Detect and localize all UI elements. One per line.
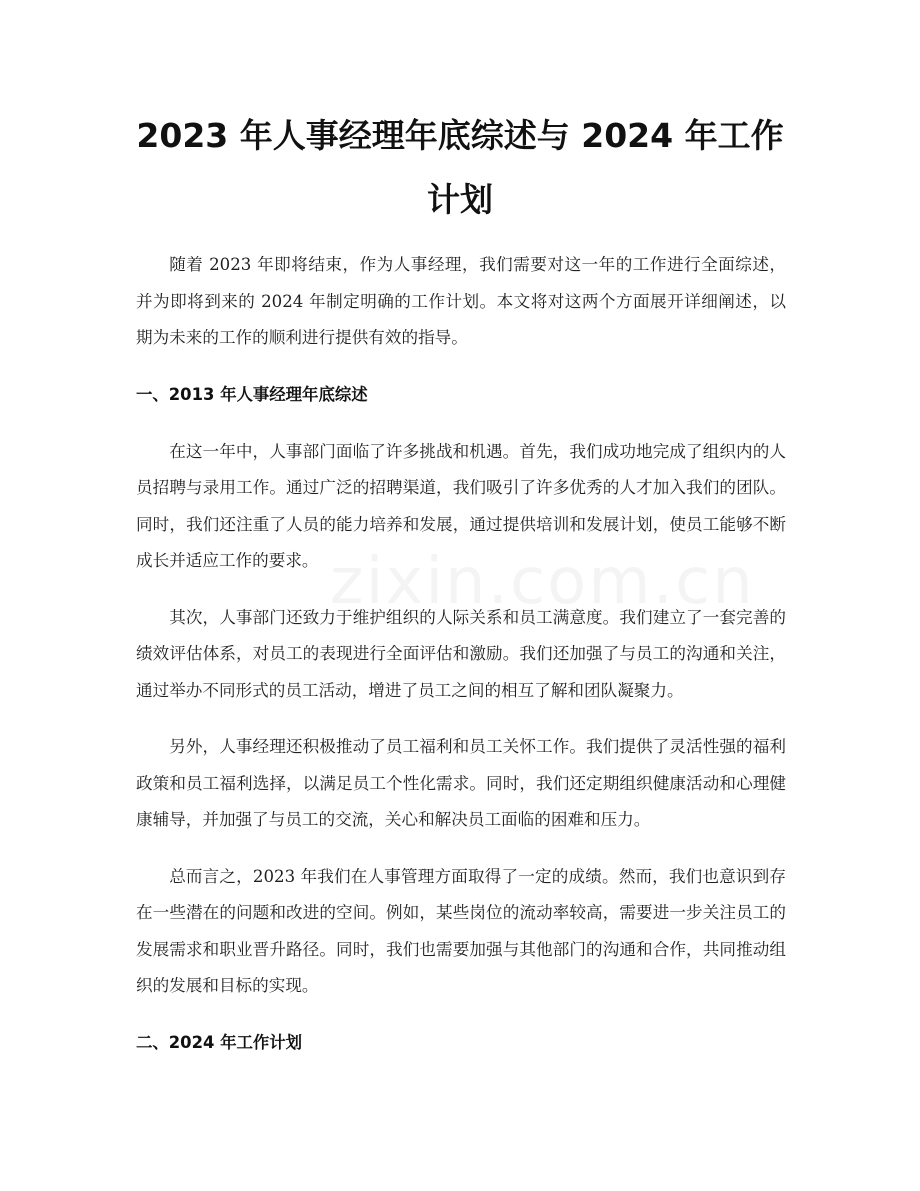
section-1-paragraph-1: 在这一年中，人事部门面临了许多挑战和机遇。首先，我们成功地完成了组织内的人员招聘与录用工作。通过广泛的招聘渠道，我们吸引了许多优秀的人才加入我们的团队。同时，我们还注重了人员的能力培养和发展，通过提供培训和发展计划，使员工能够不断成长并适应工作的要求。 — [136, 441, 786, 570]
document-body — [136, 247, 786, 1082]
intro-paragraph: 随着 2023 年即将结束，作为人事经理，我们需要对这一年的工作进行全面综述，并为即将到来的 2024 年制定明确的工作计划。本文将对这两个方面展开详细阐述，以期为未来的工作的顺利进行提供有效的指导。 — [136, 255, 786, 347]
document-title: 2023 年人事经理年底综述与 2024 年工作计划 — [136, 116, 784, 219]
section-2-heading: 二、2024 年工作计划 — [136, 1032, 303, 1052]
section-1-heading: 一、2013 年人事经理年底综述 — [136, 384, 368, 404]
section-1-paragraph-2: 其次，人事部门还致力于维护组织的人际关系和员工满意度。我们建立了一套完善的绩效评估体系，对员工的表现进行全面评估和激励。我们还加强了与员工的沟通和关注，通过举办不同形式的员工活动，增进了员工之间的相互了解和团队凝聚力。 — [136, 607, 786, 700]
section-1-paragraph-4: 总而言之，2023 年我们在人事管理方面取得了一定的成绩。然而，我们也意识到存在一些潜在的问题和改进的空间。例如，某些岗位的流动率较高，需要进一步关注员工的发展需求和职业晋升路径。同时，我们也需要加强与其他部门的沟通和合作，共同推动组织的发展和目标的实现。 — [136, 866, 786, 995]
section-1-paragraph-3: 另外，人事经理还积极推动了员工福利和员工关怀工作。我们提供了灵活性强的福利政策和员工福利选择，以满足员工个性化需求。同时，我们还定期组织健康活动和心理健康辅导，并加强了与员工的交流，关心和解决员工面临的困难和压力。 — [136, 737, 786, 829]
